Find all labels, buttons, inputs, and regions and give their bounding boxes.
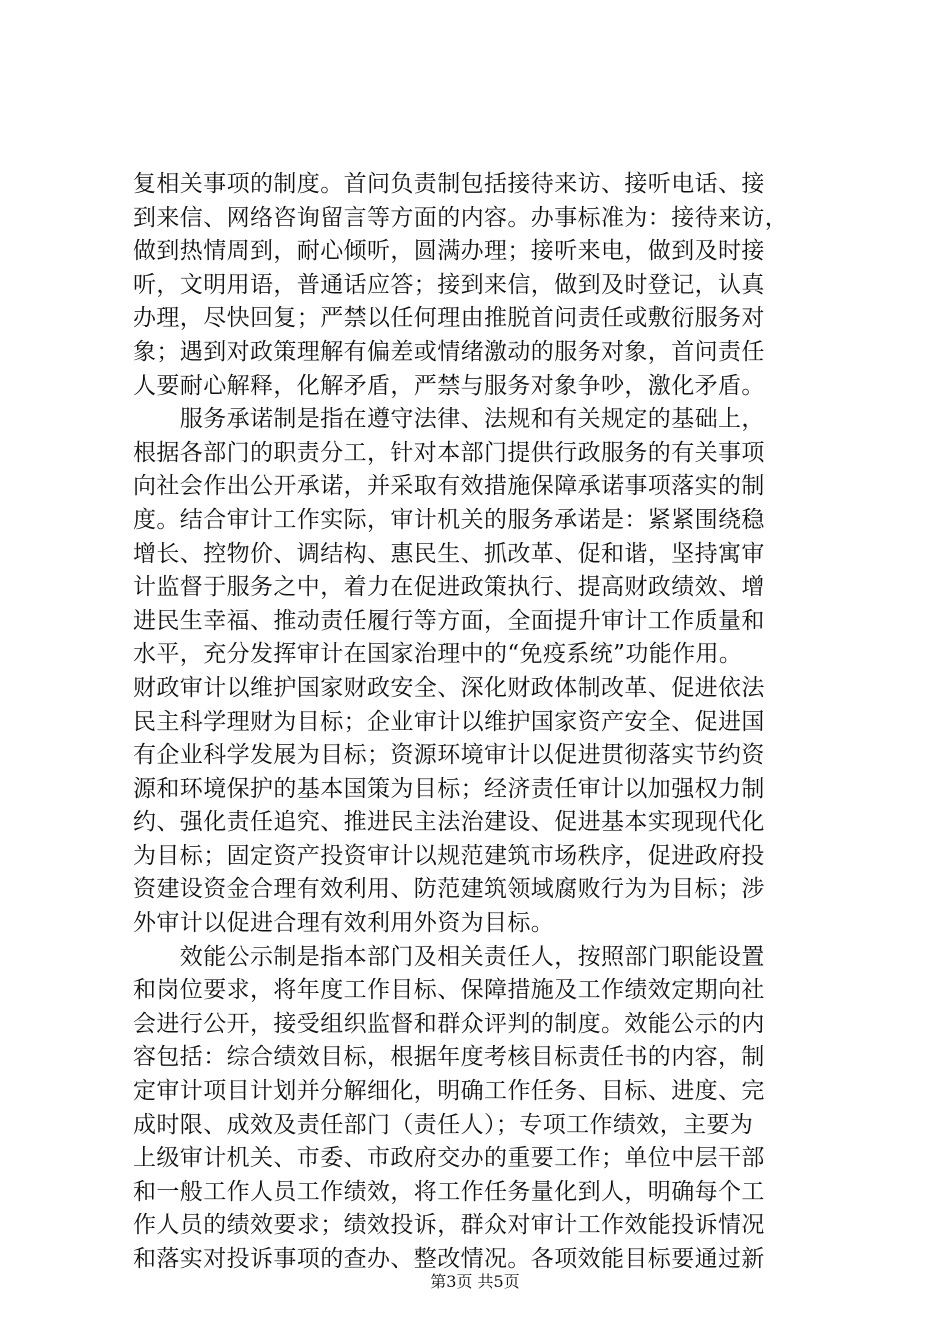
text-line: 做到热情周到，耐心倾听，圆满办理；接听来电，做到及时接 (133, 238, 765, 265)
text-line: 听，文明用语，普通话应答；接到来信，做到及时登记，认真 (133, 271, 765, 298)
text-line: 和岗位要求，将年度工作目标、保障措施及工作绩效定期向社 (133, 977, 765, 1004)
text-line: 增长、控物价、调结构、惠民生、抓改革、促和谐，坚持寓审 (133, 540, 765, 567)
text-line: 和一般工作人员工作绩效，将工作任务量化到人，明确每个工 (133, 1178, 765, 1205)
text-line: 为目标；固定资产投资审计以规范建筑市场秩序，促进政府投 (133, 842, 765, 869)
text-line: 进民生幸福、推动责任履行等方面，全面提升审计工作质量和 (133, 607, 765, 634)
text-line: 和落实对投诉事项的查办、整改情况。各项效能目标要通过新 (133, 1246, 765, 1272)
text-line: 上级审计机关、市委、市政府交办的重要工作；单位中层干部 (133, 1145, 765, 1172)
text-line: 人要耐心解释，化解矛盾，严禁与服务对象争吵，激化矛盾。 (133, 372, 765, 399)
text-line: 资建设资金合理有效利用、防范建筑领域腐败行为为目标；涉 (133, 876, 765, 903)
text-line: 根据各部门的职责分工，针对本部门提供行政服务的有关事项 (133, 439, 765, 466)
text-line: 有企业科学发展为目标；资源环境审计以促进贯彻落实节约资 (133, 742, 765, 769)
text-line: 到来信、网络咨询留言等方面的内容。办事标准为：接待来访， (133, 204, 789, 231)
text-line: 效能公示制是指本部门及相关责任人，按照部门职能设置 (133, 943, 765, 970)
text-line: 财政审计以维护国家财政安全、深化财政体制改革、促进依法 (133, 674, 765, 701)
text-line: 水平，充分发挥审计在国家治理中的“免疫系统”功能作用。 (133, 641, 743, 668)
body-text (133, 168, 828, 1277)
text-line: 会进行公开，接受组织监督和群众评判的制度。效能公示的内 (133, 1010, 765, 1037)
text-line: 度。结合审计工作实际，审计机关的服务承诺是：紧紧围绕稳 (133, 506, 765, 533)
text-line: 办理，尽快回复；严禁以任何理由推脱首问责任或敷衍服务对 (133, 305, 765, 332)
text-line: 象；遇到对政策理解有偏差或情绪激动的服务对象，首问责任 (133, 338, 765, 365)
text-line: 向社会作出公开承诺，并采取有效措施保障承诺事项落实的制 (133, 473, 765, 500)
text-line: 定审计项目计划并分解细化，明确工作任务、目标、进度、完 (133, 1078, 765, 1105)
text-line: 复相关事项的制度。首问负责制包括接待来访、接听电话、接 (133, 171, 765, 197)
page-footer: 第3页 共5页 (430, 1272, 520, 1291)
text-line: 计监督于服务之中，着力在促进政策执行、提高财政绩效、增 (133, 574, 765, 601)
text-line: 作人员的绩效要求；绩效投诉，群众对审计工作效能投诉情况 (133, 1212, 765, 1239)
text-line: 成时限、成效及责任部门（责任人）；专项工作绩效，主要为 (133, 1111, 754, 1138)
text-line: 外审计以促进合理有效利用外资为目标。 (133, 910, 555, 937)
text-line: 容包括：综合绩效目标，根据年度考核目标责任书的内容，制 (133, 1044, 765, 1071)
text-line: 源和环境保护的基本国策为目标；经济责任审计以加强权力制 (133, 775, 765, 802)
text-line: 约、强化责任追究、推进民主法治建设、促进基本实现现代化 (133, 809, 765, 836)
text-line: 民主科学理财为目标；企业审计以维护国家资产安全、促进国 (133, 708, 765, 735)
text-line: 服务承诺制是指在遵守法律、法规和有关规定的基础上， (133, 406, 765, 433)
